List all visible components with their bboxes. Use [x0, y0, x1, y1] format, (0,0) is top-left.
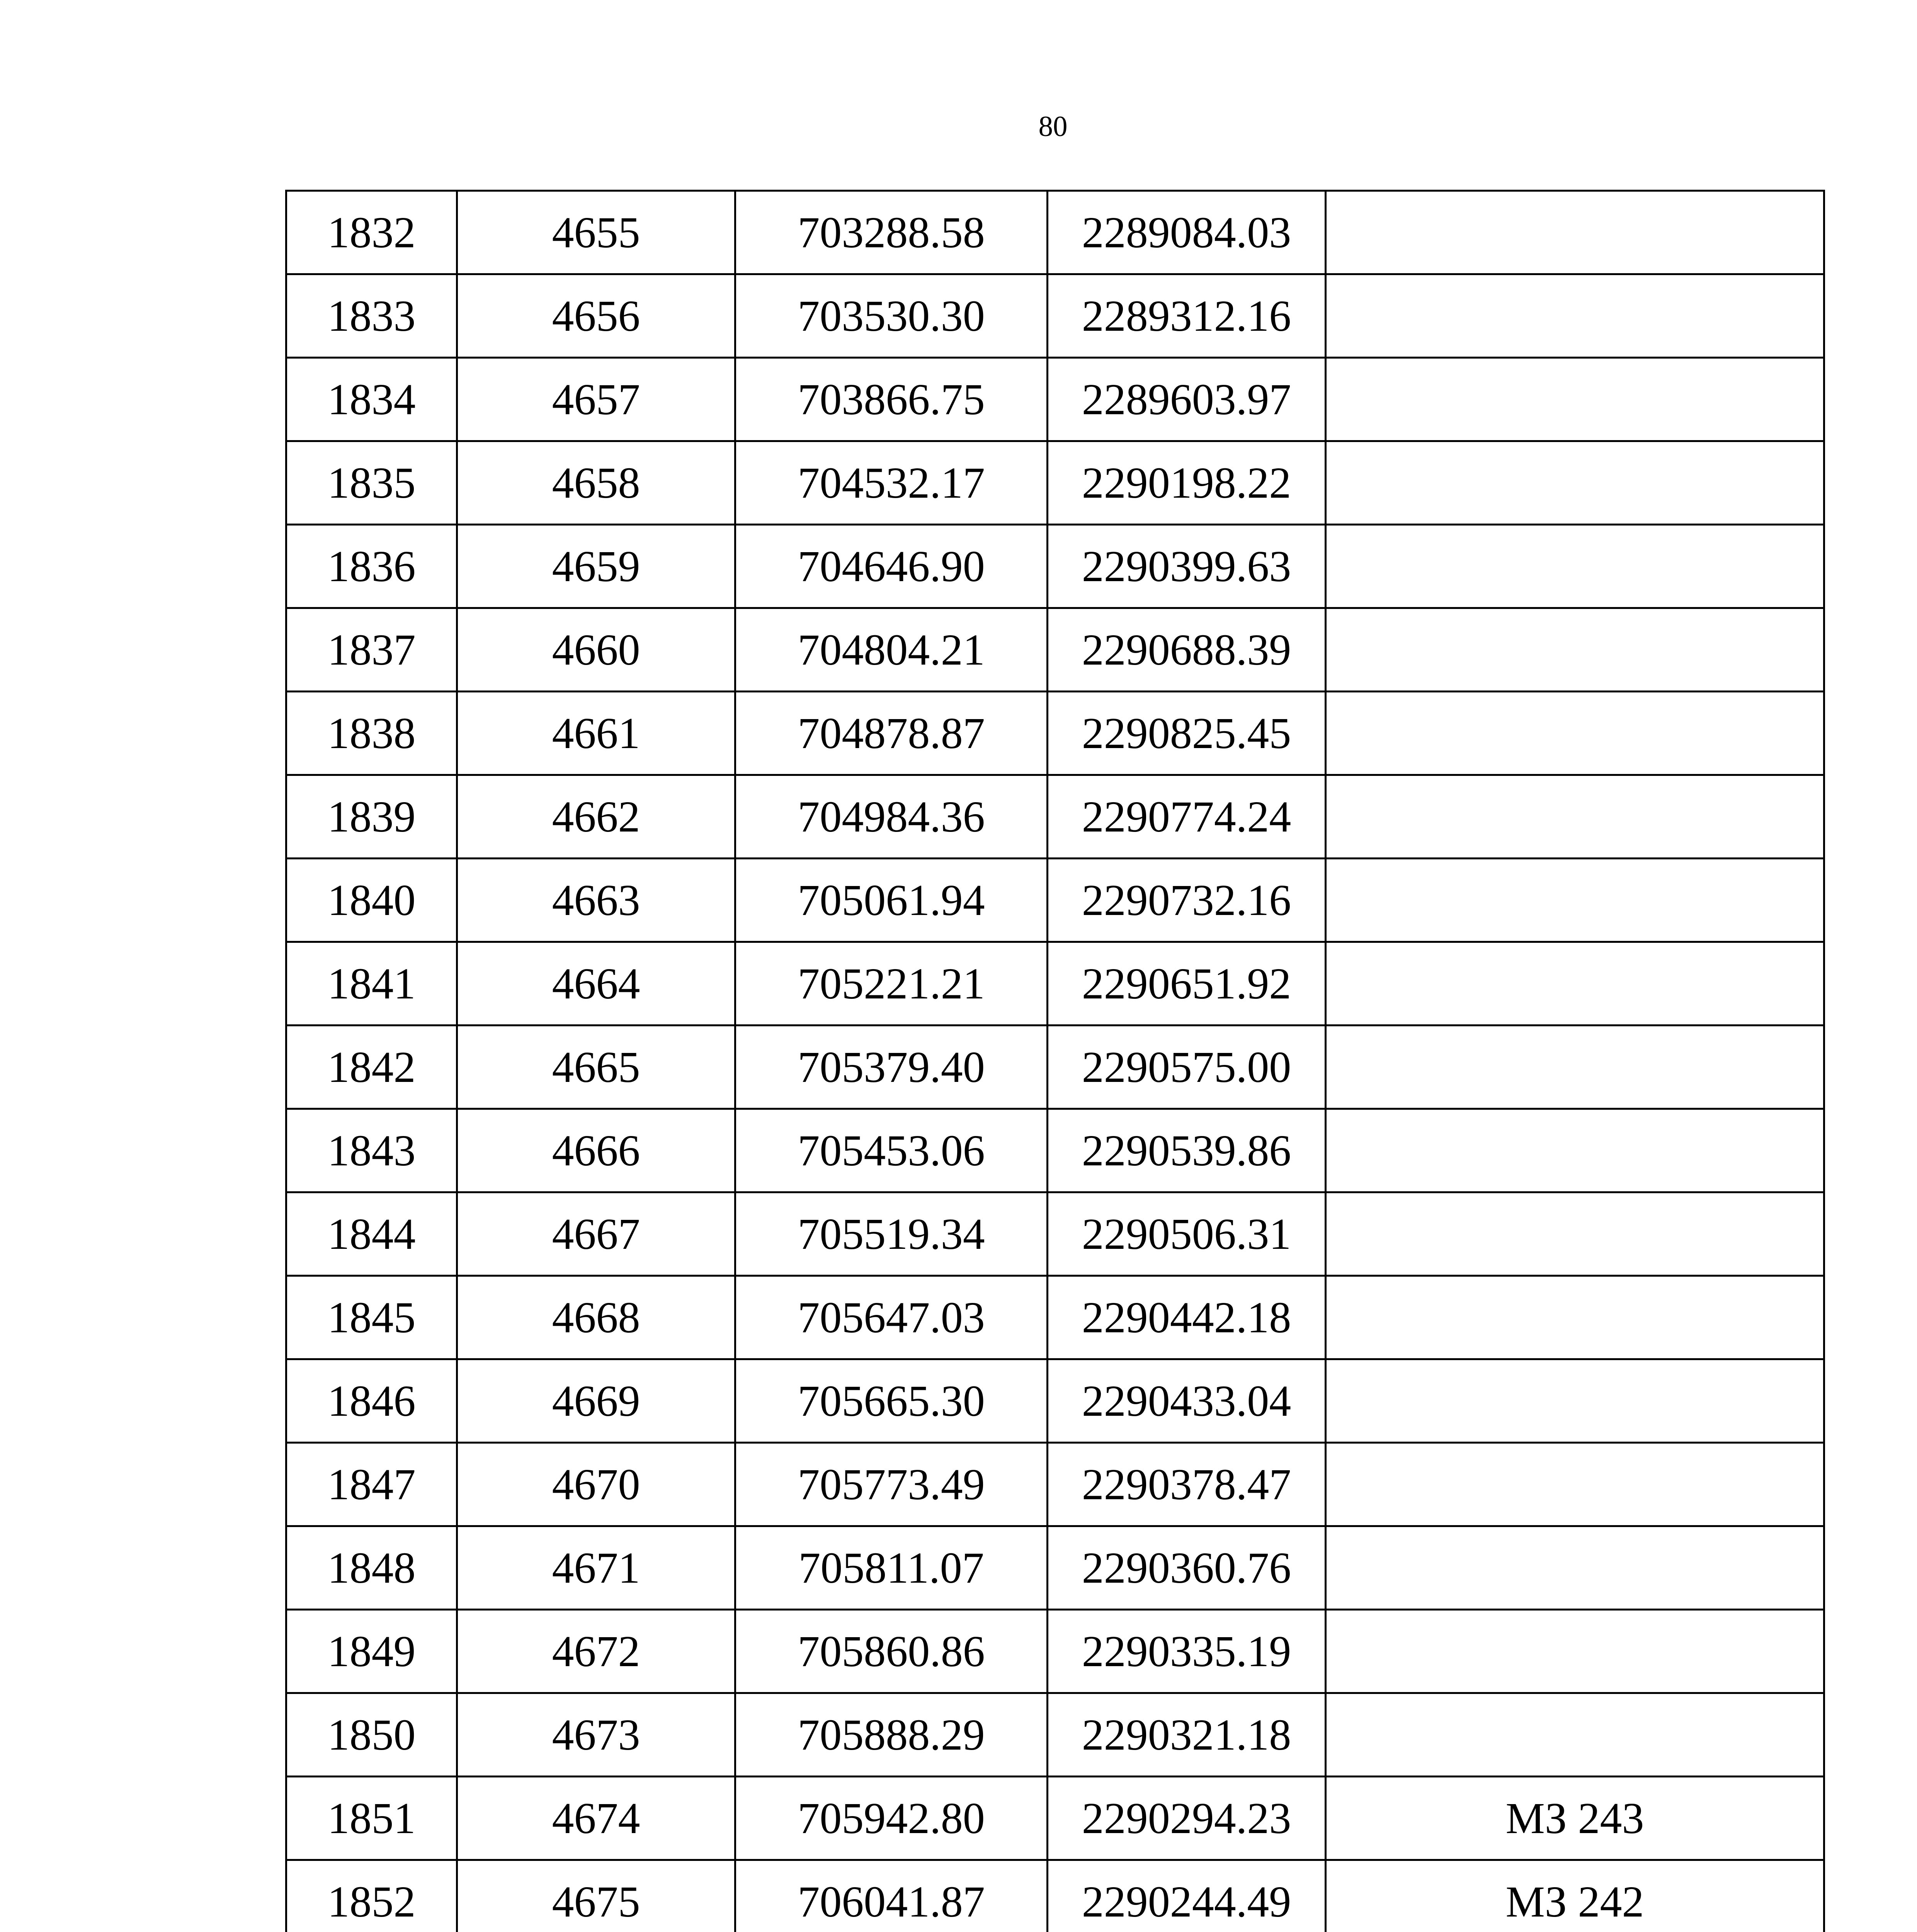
- y-coordinate-cell: 2290651.92: [1048, 942, 1326, 1026]
- x-coordinate-cell: 703288.58: [735, 191, 1048, 274]
- note-cell: [1326, 191, 1824, 274]
- y-coordinate-cell: 2289603.97: [1048, 358, 1326, 441]
- note-cell: [1326, 1693, 1824, 1777]
- table-row: [286, 274, 1824, 358]
- x-coordinate-cell: 704804.21: [735, 608, 1048, 692]
- note-cell: МЗ 243: [1326, 1777, 1824, 1860]
- point-number-cell: 4666: [457, 1109, 735, 1192]
- row-number-cell: 1843: [286, 1109, 457, 1192]
- note-cell: [1326, 1026, 1824, 1109]
- note-cell: [1326, 692, 1824, 775]
- row-number-cell: 1845: [286, 1276, 457, 1359]
- x-coordinate-cell: 703866.75: [735, 358, 1048, 441]
- table-row: [286, 608, 1824, 692]
- y-coordinate-cell: 2290294.23: [1048, 1777, 1326, 1860]
- coordinates-table-body: [286, 191, 1824, 1932]
- table-row: [286, 358, 1824, 441]
- x-coordinate-cell: 704878.87: [735, 692, 1048, 775]
- table-row: [286, 692, 1824, 775]
- y-coordinate-cell: 2290506.31: [1048, 1192, 1326, 1276]
- point-number-cell: 4662: [457, 775, 735, 859]
- y-coordinate-cell: 2290433.04: [1048, 1359, 1326, 1443]
- row-number-cell: 1838: [286, 692, 457, 775]
- point-number-cell: 4667: [457, 1192, 735, 1276]
- table-row: [286, 1860, 1824, 1932]
- y-coordinate-cell: 2290575.00: [1048, 1026, 1326, 1109]
- row-number-cell: 1834: [286, 358, 457, 441]
- table-row: [286, 441, 1824, 525]
- note-cell: [1326, 1276, 1824, 1359]
- point-number-cell: 4670: [457, 1443, 735, 1526]
- table-row: [286, 1359, 1824, 1443]
- row-number-cell: 1833: [286, 274, 457, 358]
- note-cell: [1326, 1610, 1824, 1693]
- row-number-cell: 1841: [286, 942, 457, 1026]
- y-coordinate-cell: 2290360.76: [1048, 1526, 1326, 1610]
- x-coordinate-cell: 705519.34: [735, 1192, 1048, 1276]
- row-number-cell: 1848: [286, 1526, 457, 1610]
- note-cell: [1326, 441, 1824, 525]
- table-row: [286, 191, 1824, 274]
- row-number-cell: 1836: [286, 525, 457, 608]
- y-coordinate-cell: 2290335.19: [1048, 1610, 1326, 1693]
- x-coordinate-cell: 705221.21: [735, 942, 1048, 1026]
- point-number-cell: 4660: [457, 608, 735, 692]
- point-number-cell: 4661: [457, 692, 735, 775]
- y-coordinate-cell: 2289084.03: [1048, 191, 1326, 274]
- table-row: [286, 1526, 1824, 1610]
- x-coordinate-cell: 705811.07: [735, 1526, 1048, 1610]
- y-coordinate-cell: 2290244.49: [1048, 1860, 1326, 1932]
- table-row: [286, 1693, 1824, 1777]
- x-coordinate-cell: 704532.17: [735, 441, 1048, 525]
- note-cell: [1326, 1109, 1824, 1192]
- table-row: [286, 525, 1824, 608]
- row-number-cell: 1837: [286, 608, 457, 692]
- x-coordinate-cell: 705665.30: [735, 1359, 1048, 1443]
- point-number-cell: 4668: [457, 1276, 735, 1359]
- point-number-cell: 4665: [457, 1026, 735, 1109]
- note-cell: [1326, 274, 1824, 358]
- y-coordinate-cell: 2290825.45: [1048, 692, 1326, 775]
- x-coordinate-cell: 704984.36: [735, 775, 1048, 859]
- point-number-cell: 4664: [457, 942, 735, 1026]
- note-cell: [1326, 1526, 1824, 1610]
- table-row: [286, 859, 1824, 942]
- row-number-cell: 1844: [286, 1192, 457, 1276]
- point-number-cell: 4669: [457, 1359, 735, 1443]
- table-row: [286, 1777, 1824, 1860]
- table-row: [286, 1192, 1824, 1276]
- note-cell: [1326, 525, 1824, 608]
- x-coordinate-cell: 705061.94: [735, 859, 1048, 942]
- coordinates-table: [285, 190, 1825, 1932]
- note-cell: [1326, 859, 1824, 942]
- note-cell: [1326, 608, 1824, 692]
- note-cell: [1326, 358, 1824, 441]
- table-row: [286, 1276, 1824, 1359]
- x-coordinate-cell: 703530.30: [735, 274, 1048, 358]
- x-coordinate-cell: 704646.90: [735, 525, 1048, 608]
- point-number-cell: 4656: [457, 274, 735, 358]
- y-coordinate-cell: 2290774.24: [1048, 775, 1326, 859]
- note-cell: [1326, 775, 1824, 859]
- point-number-cell: 4672: [457, 1610, 735, 1693]
- note-cell: МЗ 242: [1326, 1860, 1824, 1932]
- point-number-cell: 4674: [457, 1777, 735, 1860]
- point-number-cell: 4658: [457, 441, 735, 525]
- y-coordinate-cell: 2290539.86: [1048, 1109, 1326, 1192]
- row-number-cell: 1850: [286, 1693, 457, 1777]
- y-coordinate-cell: 2290378.47: [1048, 1443, 1326, 1526]
- table-row: [286, 1443, 1824, 1526]
- page-number: 80: [1038, 111, 1068, 143]
- row-number-cell: 1835: [286, 441, 457, 525]
- row-number-cell: 1842: [286, 1026, 457, 1109]
- row-number-cell: 1840: [286, 859, 457, 942]
- y-coordinate-cell: 2290321.18: [1048, 1693, 1326, 1777]
- point-number-cell: 4655: [457, 191, 735, 274]
- row-number-cell: 1846: [286, 1359, 457, 1443]
- x-coordinate-cell: 705860.86: [735, 1610, 1048, 1693]
- x-coordinate-cell: 705453.06: [735, 1109, 1048, 1192]
- x-coordinate-cell: 705379.40: [735, 1026, 1048, 1109]
- note-cell: [1326, 1359, 1824, 1443]
- y-coordinate-cell: 2290198.22: [1048, 441, 1326, 525]
- table-row: [286, 1109, 1824, 1192]
- y-coordinate-cell: 2289312.16: [1048, 274, 1326, 358]
- note-cell: [1326, 1443, 1824, 1526]
- x-coordinate-cell: 705773.49: [735, 1443, 1048, 1526]
- y-coordinate-cell: 2290442.18: [1048, 1276, 1326, 1359]
- table-row: [286, 1610, 1824, 1693]
- point-number-cell: 4675: [457, 1860, 735, 1932]
- note-cell: [1326, 942, 1824, 1026]
- x-coordinate-cell: 705647.03: [735, 1276, 1048, 1359]
- point-number-cell: 4659: [457, 525, 735, 608]
- row-number-cell: 1839: [286, 775, 457, 859]
- point-number-cell: 4663: [457, 859, 735, 942]
- y-coordinate-cell: 2290688.39: [1048, 608, 1326, 692]
- note-cell: [1326, 1192, 1824, 1276]
- row-number-cell: 1847: [286, 1443, 457, 1526]
- y-coordinate-cell: 2290732.16: [1048, 859, 1326, 942]
- table-row: [286, 1026, 1824, 1109]
- row-number-cell: 1849: [286, 1610, 457, 1693]
- x-coordinate-cell: 705942.80: [735, 1777, 1048, 1860]
- table-row: [286, 775, 1824, 859]
- point-number-cell: 4671: [457, 1526, 735, 1610]
- row-number-cell: 1851: [286, 1777, 457, 1860]
- point-number-cell: 4657: [457, 358, 735, 441]
- row-number-cell: 1832: [286, 191, 457, 274]
- point-number-cell: 4673: [457, 1693, 735, 1777]
- y-coordinate-cell: 2290399.63: [1048, 525, 1326, 608]
- x-coordinate-cell: 706041.87: [735, 1860, 1048, 1932]
- row-number-cell: 1852: [286, 1860, 457, 1932]
- table-row: [286, 942, 1824, 1026]
- x-coordinate-cell: 705888.29: [735, 1693, 1048, 1777]
